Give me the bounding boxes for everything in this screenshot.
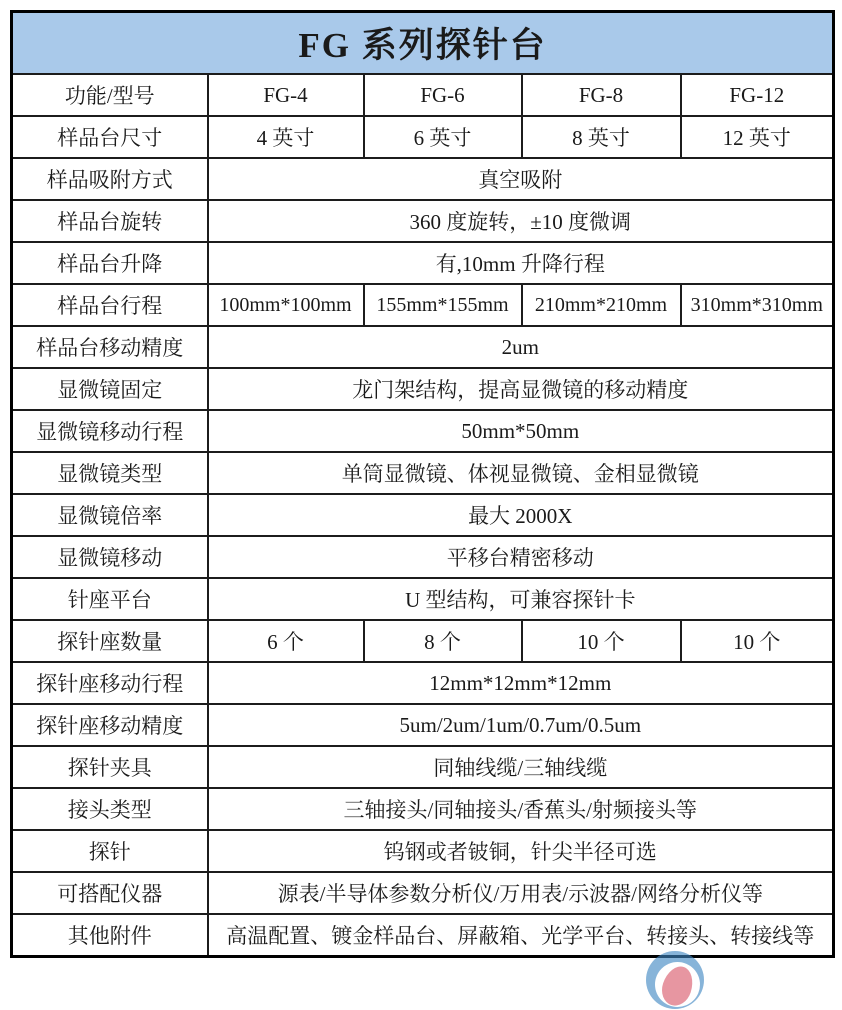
spec-label: 样品吸附方式 [12,158,208,200]
spec-label: 显微镜类型 [12,452,208,494]
spec-cell: FG-6 [364,74,522,116]
table-row [12,326,834,368]
spec-cell: 50mm*50mm [208,410,834,452]
spec-cell: 6 个 [208,620,364,662]
spec-label: 探针座数量 [12,620,208,662]
spec-cell: 8 个 [364,620,522,662]
spec-cell: 5um/2um/1um/0.7um/0.5um [208,704,834,746]
spec-cell: 100mm*100mm [208,284,364,326]
spec-label: 样品台升降 [12,242,208,284]
spec-cell: 2um [208,326,834,368]
spec-label: 探针座移动精度 [12,704,208,746]
table-row [12,494,834,536]
spec-cell: 真空吸附 [208,158,834,200]
table-row [12,74,834,116]
spec-table [10,10,835,958]
spec-cell: FG-4 [208,74,364,116]
spec-label: 样品台尺寸 [12,116,208,158]
table-row [12,872,834,914]
spec-cell: FG-8 [522,74,681,116]
spec-label: 样品台移动精度 [12,326,208,368]
table-row [12,452,834,494]
table-row [12,116,834,158]
spec-label: 可搭配仪器 [12,872,208,914]
spec-cell: 155mm*155mm [364,284,522,326]
spec-cell: 6 英寸 [364,116,522,158]
table-row [12,158,834,200]
spec-cell: 10 个 [681,620,834,662]
table-row [12,536,834,578]
spec-label: 探针 [12,830,208,872]
spec-table-container [10,10,835,958]
table-row [12,284,834,326]
spec-cell: 最大 2000X [208,494,834,536]
spec-cell: FG-12 [681,74,834,116]
spec-cell: 同轴线缆/三轴线缆 [208,746,834,788]
spec-cell: 平移台精密移动 [208,536,834,578]
spec-cell: 三轴接头/同轴接头/香蕉头/射频接头等 [208,788,834,830]
spec-cell: 8 英寸 [522,116,681,158]
table-row [12,578,834,620]
spec-cell: 源表/半导体参数分析仪/万用表/示波器/网络分析仪等 [208,872,834,914]
spec-label: 接头类型 [12,788,208,830]
title-row [12,12,834,75]
spec-label: 样品台行程 [12,284,208,326]
spec-label: 样品台旋转 [12,200,208,242]
spec-cell: 210mm*210mm [522,284,681,326]
table-row [12,662,834,704]
table-row [12,368,834,410]
table-row [12,200,834,242]
spec-label: 显微镜移动行程 [12,410,208,452]
spec-label: 探针夹具 [12,746,208,788]
table-row [12,704,834,746]
table-row [12,830,834,872]
spec-cell: 4 英寸 [208,116,364,158]
spec-label: 显微镜移动 [12,536,208,578]
spec-cell: 单筒显微镜、体视显微镜、金相显微镜 [208,452,834,494]
brand-logo-watermark-icon [646,951,704,1009]
watermark-white-gap [655,962,700,1007]
spec-label: 显微镜固定 [12,368,208,410]
spec-cell: 310mm*310mm [681,284,834,326]
watermark-blue-circle [646,951,704,1009]
spec-cell: 高温配置、镀金样品台、屏蔽箱、光学平台、转接头、转接线等 [208,914,834,957]
spec-label: 其他附件 [12,914,208,957]
spec-cell: U 型结构，可兼容探针卡 [208,578,834,620]
watermark-red-shape [658,962,698,1009]
table-row [12,914,834,957]
spec-cell: 10 个 [522,620,681,662]
spec-label: 功能/型号 [12,74,208,116]
spec-cell: 有,10mm 升降行程 [208,242,834,284]
table-row [12,746,834,788]
spec-cell: 钨钢或者铍铜，针尖半径可选 [208,830,834,872]
spec-cell: 12 英寸 [681,116,834,158]
spec-cell: 龙门架结构，提高显微镜的移动精度 [208,368,834,410]
spec-label: 针座平台 [12,578,208,620]
table-row [12,788,834,830]
spec-label: 显微镜倍率 [12,494,208,536]
table-row [12,242,834,284]
table-row [12,620,834,662]
table-row [12,410,834,452]
spec-label: 探针座移动行程 [12,662,208,704]
spec-cell: 12mm*12mm*12mm [208,662,834,704]
page-title: FG 系列探针台 [12,12,834,75]
spec-cell: 360 度旋转，±10 度微调 [208,200,834,242]
